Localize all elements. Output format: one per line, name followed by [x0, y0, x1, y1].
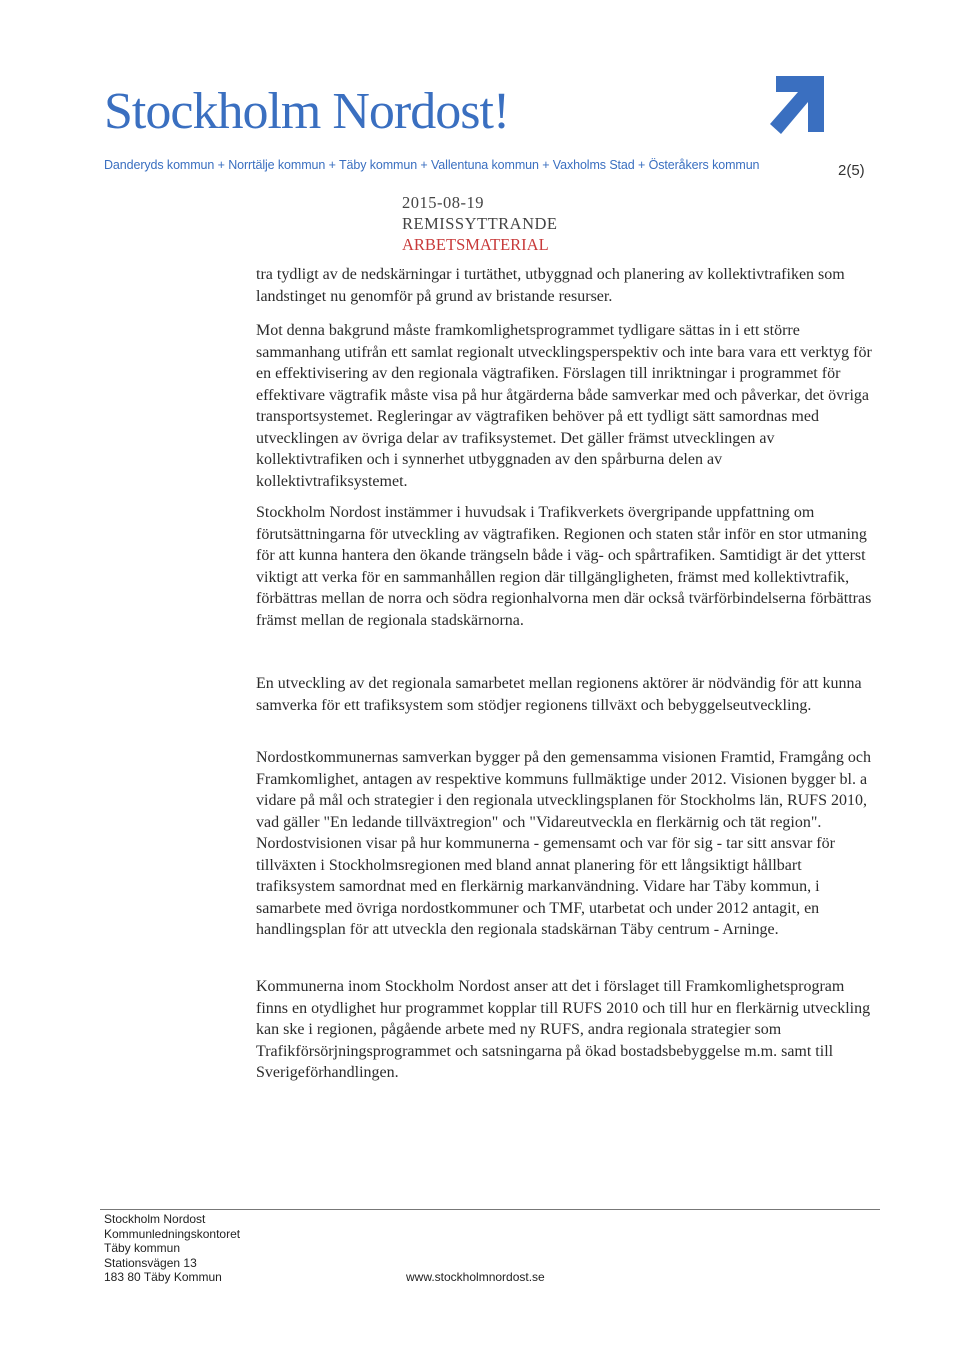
- body-paragraph: Nordostkommunernas samverkan bygger på den gemensamma visionen Framtid, Framgång och Framkomlighet, antagen av respektive kommuns fullmäktige under 2012. Visionen bygger bl. a vidare på mål och strategier i den regionala utvecklingsplanen för Stockholms län, RUFS 2010, vad gäller "En ledande tillväxtregion" och "Vidareutveckla en flerkärnig och tät region". Nordostvisionen visar på hur kommunerna - gemensamt och var för sig - tar sitt ansvar för tillväxten i Stockholmsregionen med bland annat planering för ett långsiktigt hållbart trafiksystem samordnat med en flerkärnig markanvändning. Vidare har Täby kommun, i samarbete med övriga nordostkommuner och TMF, utarbetat och under 2012 antagit, en handlingsplan för att utveckla den regionala stadskärnan Täby centrum - Arninge.: [256, 749, 871, 938]
- intro-paragraph: tra tydligt av de nedskärningar i turtäthet, utbyggnad och planering av kollektivtrafiken som landstinget nu genomför på grund av bristande resurser.: [256, 266, 845, 305]
- document-type: REMISSYTTRANDE: [402, 214, 558, 233]
- logo-title: Stockholm Nordost!: [104, 83, 510, 140]
- arrow-up-right-icon: [768, 72, 828, 136]
- address-line: Täby kommun: [104, 1241, 181, 1256]
- website-link[interactable]: www.stockholmnordost.se: [406, 1270, 545, 1284]
- member-municipalities: Danderyds kommun + Norrtälje kommun + Täby kommun + Vallentuna kommun + Vaxholms Stad + Österåkers kommun: [104, 158, 760, 172]
- body-paragraph: Mot denna bakgrund måste framkomlighetsprogrammet tydligare sättas in i ett större sammanhang utifrån ett samlat regionalt utvecklingsperspektiv och inte bara vara ett verktyg för en effektivisering av den regionala vägtrafiken. Förslagen till inriktningar i programmet för effektivare vägtrafik måste visa på hur åtgärderna både samverkar med och påverkar, det övriga transportsystemet. Regleringar av vägtrafiken behöver på ett tydligt sätt samordnas med utvecklingen av övriga delar av trafiksystemet. Det gäller främst utvecklingen av kollektivtrafiken och i synnerhet utbyggnaden av den spårburna delen av kollektivtrafiksystemet.: [256, 322, 872, 490]
- footer-divider: [100, 1209, 880, 1210]
- document-date: 2015-08-19: [402, 193, 484, 212]
- address-line: Stockholm Nordost: [104, 1212, 206, 1226]
- address-line: Stationsvägen 13: [104, 1255, 197, 1270]
- footer-address: [104, 1212, 240, 1285]
- body-paragraph: En utveckling av det regionala samarbetet mellan regionens aktörer är nödvändig för att kunna samverka för ett trafiksystem som stödjer regionens tillväxt och bebyggelseutveckling.: [256, 675, 862, 714]
- document-meta: [402, 192, 558, 255]
- page-number: 2(5): [838, 162, 865, 179]
- body-paragraph: Kommunerna inom Stockholm Nordost anser att det i förslaget till Framkomlighetsprogram finns en otydlighet hur programmet kopplar till RUFS 2010 och till hur en flerkärnig utveckling kan ske i regionen, pågående arbete med ny RUFS, andra regionala strategier som Trafikförsörjningsprogrammet och satsningarna på ökad bostadsbebyggelse m.m. samt till Sverigeförhandlingen.: [256, 978, 871, 1081]
- body-paragraph: Stockholm Nordost instämmer i huvudsak i Trafikverkets övergripande uppfattning om förutsättningarna för utveckling av vägtrafiken. Regionen och staten står inför en stor utmaning för att kunna hantera den ökande trängseln både i väg- och spårtrafiken. Samtidigt är det ytterst viktigt att verka för en sammanhållen region där tillgängligheten, främst med kollektivtrafik, förbättras mellan de norra och södra regionhalvorna men där också tvärförbindelserna förbättras främst mellan de regionala stadskärnorna.: [256, 504, 872, 629]
- address-line: Kommunledningskontoret: [104, 1226, 241, 1241]
- draft-label: ARBETSMATERIAL: [402, 235, 549, 254]
- address-line: 183 80 Täby Kommun: [104, 1270, 222, 1285]
